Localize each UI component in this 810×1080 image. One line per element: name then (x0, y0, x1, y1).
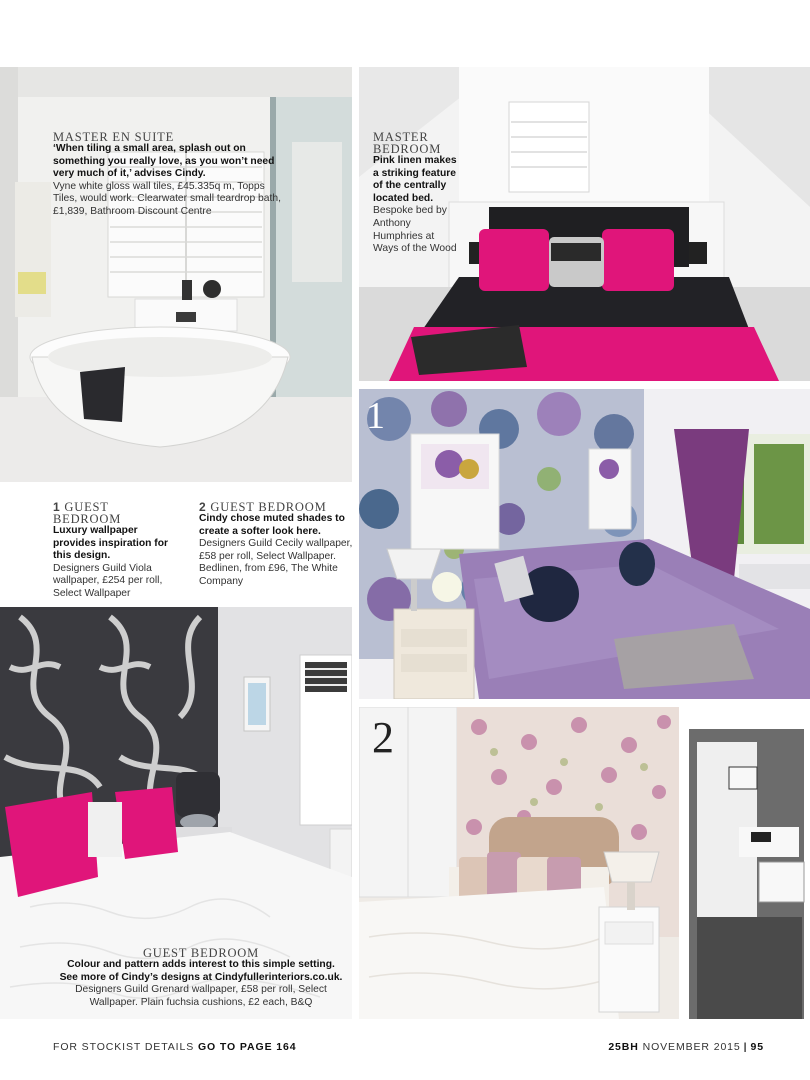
caption-body: Designers Guild Grenard wallpaper, £58 per roll, Select Wallpaper. Plain fuchsia cushions, £2 each, B&Q (75, 984, 327, 1008)
footer-stockist (53, 1041, 297, 1053)
photo-marker-1: 1 (366, 395, 385, 437)
caption-guest-bedroom-1 (53, 501, 181, 601)
caption-lead: ‘When tiling a small area, splash out on something you really love, as you won’t need very much of it,’ advises Cindy. (53, 143, 275, 180)
footer-issue: NOVEMBER 2015 (642, 1041, 741, 1053)
caption-body: Designers Guild Viola wallpaper, £254 per roll, Select Wallpaper (53, 562, 163, 599)
footer-magazine: 25BH (608, 1041, 639, 1053)
caption-master-bedroom (373, 131, 461, 256)
photo-marker-2: 2 (372, 713, 394, 762)
caption-lead: Luxury wallpaper provides inspiration for this design. (53, 525, 168, 562)
footer-separator: | (743, 1041, 748, 1053)
caption-lead: Pink linen makes a striking feature of the centrally located bed. (373, 155, 457, 204)
footer-folio (608, 1041, 764, 1053)
caption-heading: GUEST BEDROOM (210, 500, 327, 514)
photo-guest-bedroom-2 (359, 707, 810, 1019)
caption-guest-bedroom-grenard (58, 947, 344, 1009)
caption-body: Bespoke bed by Anthony Humphries at Ways of the Wood (373, 205, 457, 255)
caption-body: Vyne white gloss wall tiles, £45.335q m, Topps Tiles, would work. Clearwater small teardrop bath, £1,839, Bathroom Discount Centre (53, 180, 281, 217)
caption-heading-line2: BEDROOM (53, 512, 122, 526)
caption-master-en-suite (53, 131, 291, 219)
caption-heading: MASTER EN SUITE (53, 130, 175, 144)
caption-lead: Colour and pattern adds interest to this simple setting. See more of Cindy’s designs at Cindyfullerinteriors.co.uk. (59, 959, 343, 983)
caption-heading-line1: GUEST (64, 500, 109, 514)
caption-lead: Cindy chose muted shades to create a softer look here. (199, 513, 345, 537)
caption-number: 1 (53, 500, 61, 514)
footer-stockist-link[interactable]: GO TO PAGE 164 (197, 1041, 297, 1053)
caption-number: 2 (199, 500, 207, 514)
caption-guest-bedroom-2 (199, 501, 359, 589)
caption-body: Designers Guild Cecily wallpaper, £58 per roll, Select Wallpaper. Bedlinen, from £96, The White Company (199, 538, 353, 587)
caption-heading-line1: MASTER (373, 130, 429, 144)
footer-stockist-prefix: FOR STOCKIST DETAILS (53, 1041, 195, 1053)
caption-heading-line2: BEDROOM (373, 142, 442, 156)
footer-page-number: 95 (750, 1041, 764, 1053)
caption-heading: GUEST BEDROOM (142, 946, 260, 960)
photo-guest-bedroom-1 (359, 389, 810, 699)
